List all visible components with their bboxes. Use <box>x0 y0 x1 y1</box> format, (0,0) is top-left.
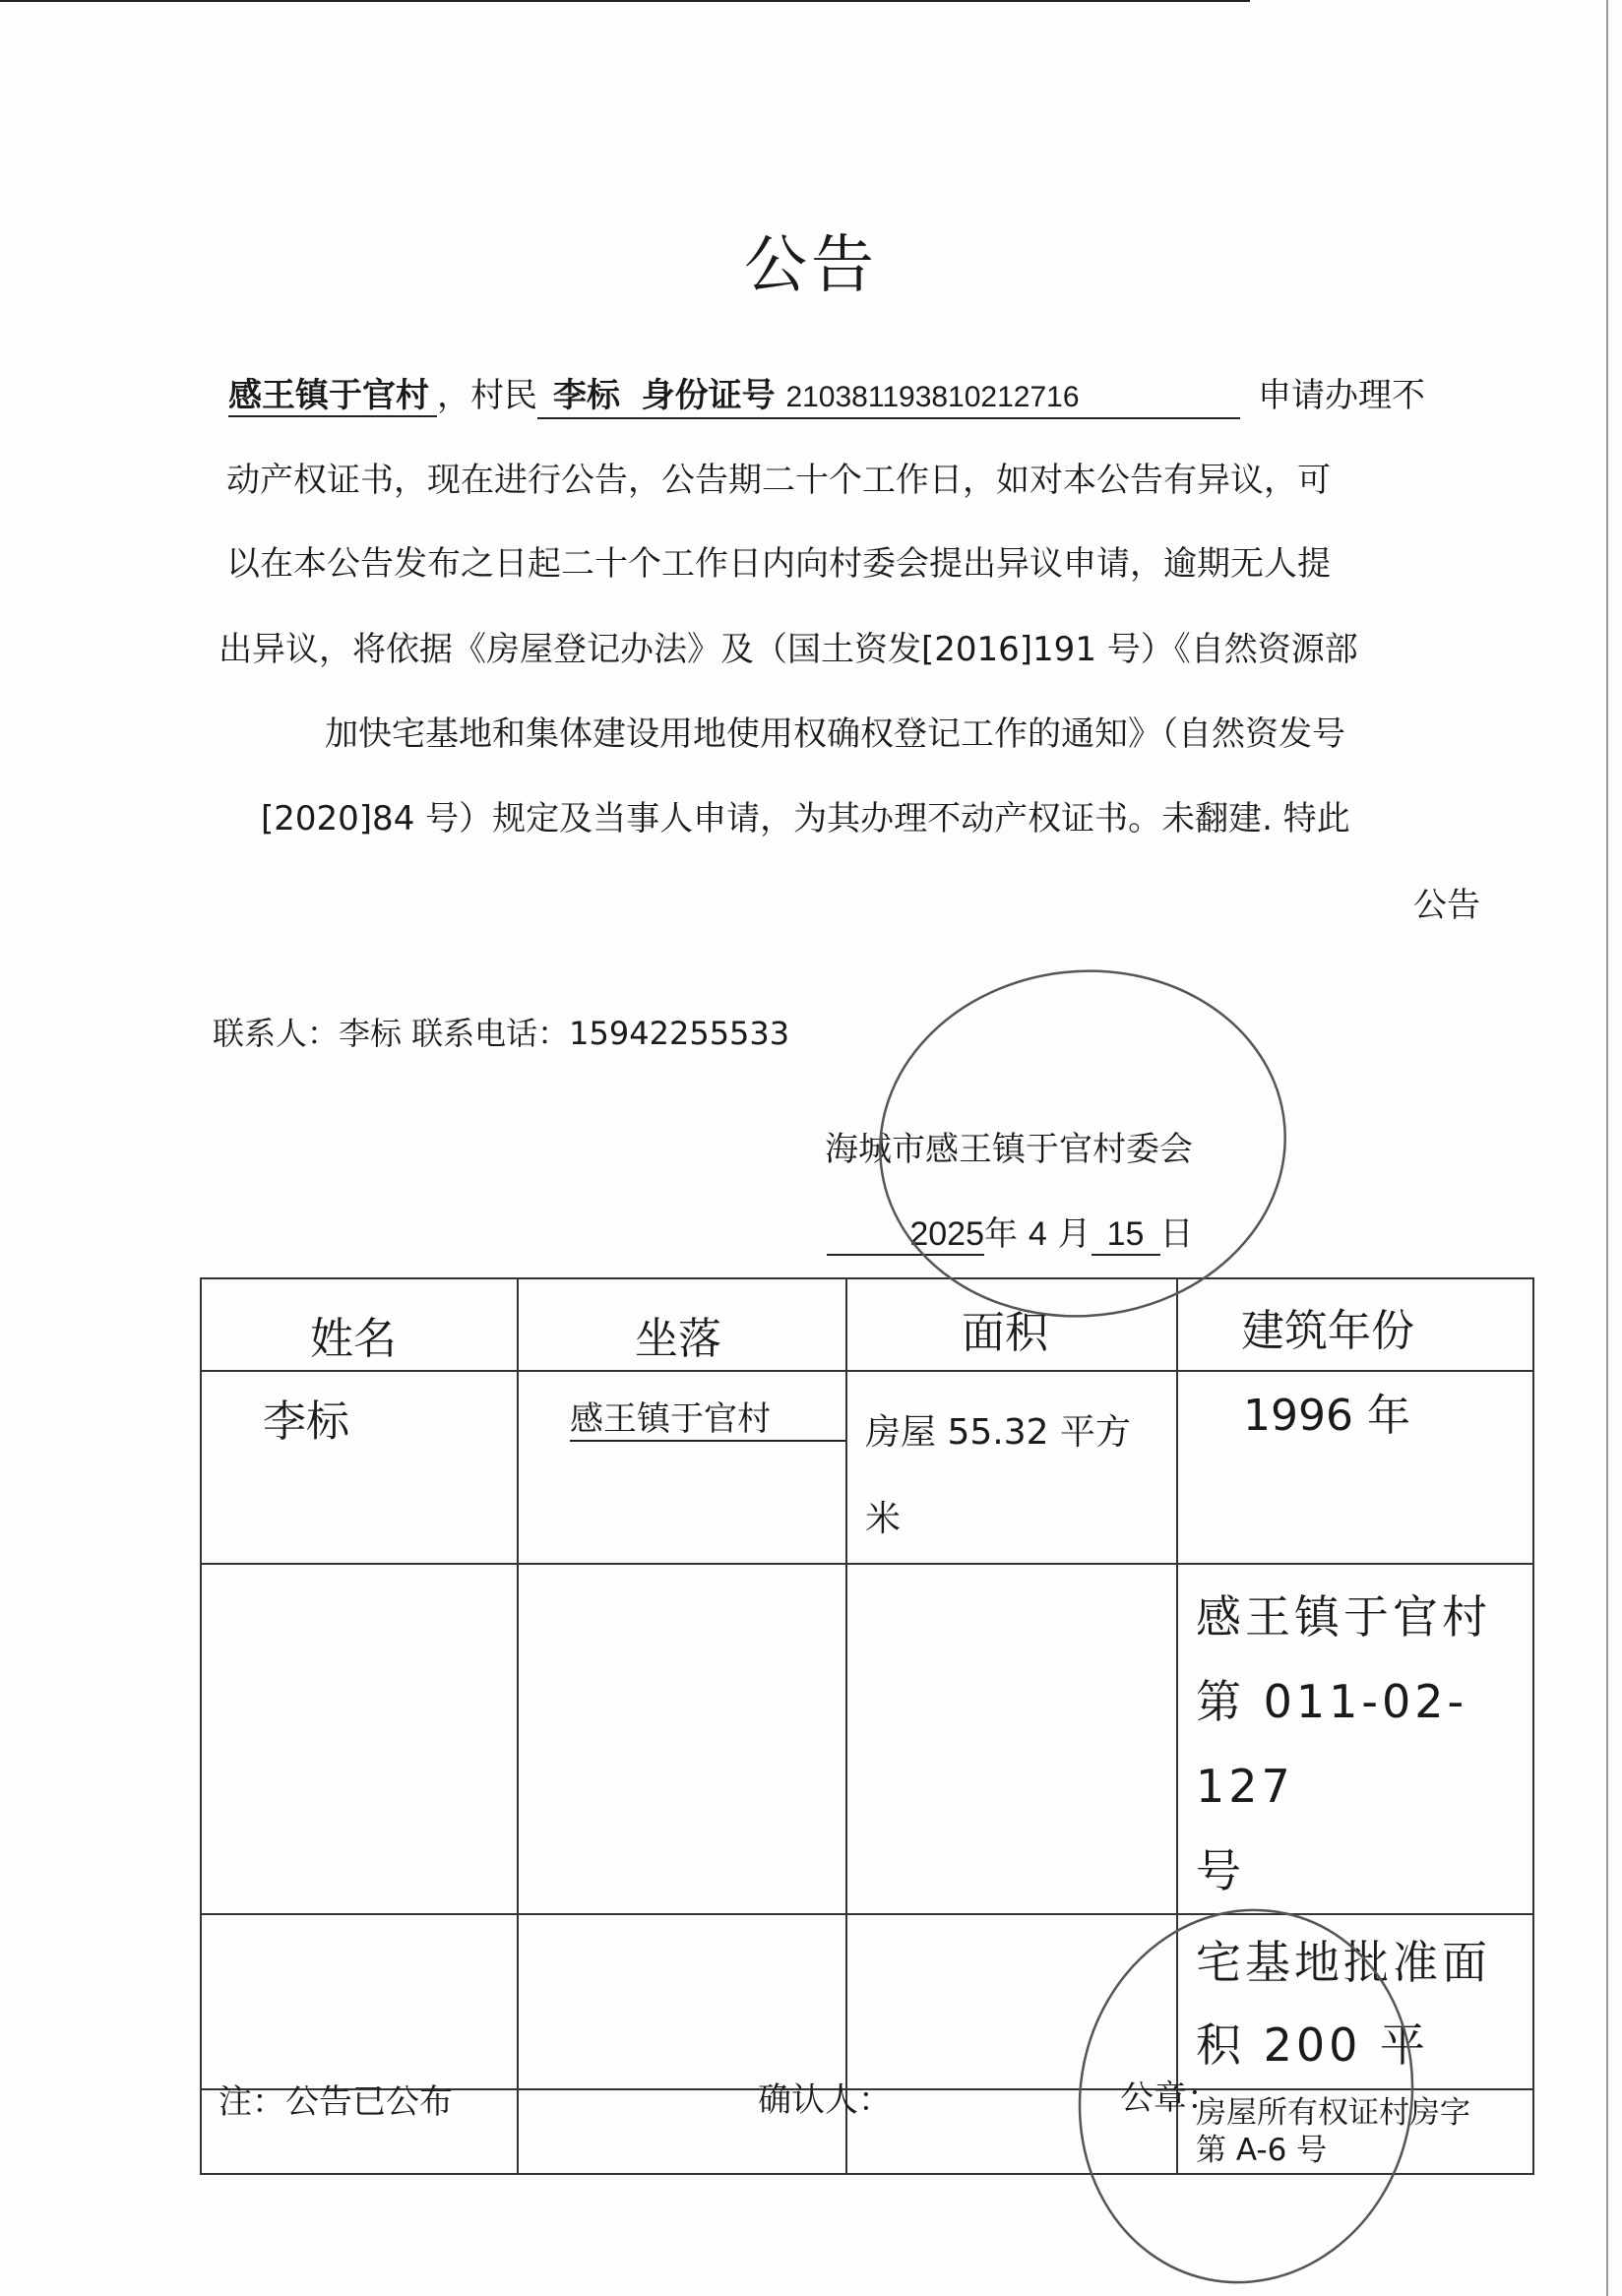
id-label: 身份证号 <box>641 376 776 415</box>
notice-title: 公告 <box>744 229 878 302</box>
contact-line: 联系人：李标 联系电话：15942255533 <box>213 1015 790 1052</box>
row3-line2: 积 200 平 <box>1196 2018 1430 2072</box>
row1-name: 李标 <box>263 1396 349 1447</box>
date-day-label: 日 <box>1159 1214 1194 1254</box>
date-year: 2025 <box>827 1214 984 1256</box>
body-line-2: 动产权证书，现在进行公告，公告期二十个工作日，如对本公告有异议，可 <box>226 461 1331 500</box>
header-name: 姓名 <box>310 1314 397 1364</box>
villager-label: ，村民 <box>437 376 537 415</box>
body-line-6: [2020]84 号）规定及当事人申请，为其办理不动产权证书。未翻建. 特此 <box>261 799 1350 838</box>
id-number: 210381193810212716 <box>785 381 1080 413</box>
row1-year: 1996 年 <box>1243 1391 1410 1441</box>
row1-location: 感王镇于官村 <box>570 1392 845 1442</box>
row4-line1: 房屋所有权证村房字 <box>1196 2095 1470 2131</box>
body-line-7: 公告 <box>1413 886 1480 925</box>
date-month: 4 <box>1028 1215 1047 1253</box>
row1-area-line2: 米 <box>865 1499 902 1539</box>
row2-line3: 号 <box>1196 1844 1245 1897</box>
date-day: 15 <box>1092 1214 1160 1256</box>
footer-seal: 公章： <box>1120 2079 1220 2118</box>
body-line-4: 出异议，将依据《房屋登记办法》及（国土资发[2016]191 号）《自然资源部 <box>218 630 1358 669</box>
village-name: 感王镇于官村 <box>228 376 437 417</box>
footer-confirm: 确认人： <box>758 2080 892 2120</box>
header-build-year: 建筑年份 <box>1241 1306 1414 1356</box>
header-location: 坐落 <box>635 1314 721 1364</box>
row2-line1: 感王镇于官村 <box>1196 1590 1491 1644</box>
row4-line2: 第 A-6 号 <box>1196 2133 1328 2168</box>
row2-line2: 第 011-02-127 <box>1196 1675 1468 1813</box>
stamp-circle-top <box>863 951 1302 1335</box>
stamp-circle-bottom <box>1045 1879 1447 2296</box>
body-line-3: 以在本公告发布之日起二十个工作日内向村委会提出异议申请，逾期无人提 <box>226 544 1331 584</box>
row3-line1: 宅基地批准面 <box>1196 1936 1491 1989</box>
body-line-5: 加快宅基地和集体建设用地使用权确权登记工作的通知》（自然资发号 <box>325 714 1345 754</box>
body-line-1-end: 申请办理不 <box>1258 376 1425 415</box>
row1-area-line1: 房屋 55.32 平方 <box>865 1412 1131 1453</box>
applicant-name: 李标 <box>553 376 620 415</box>
date-month-label: 月 <box>1057 1214 1092 1254</box>
header-area: 面积 <box>962 1308 1048 1358</box>
date-year-label: 年 <box>984 1214 1018 1254</box>
issuer-name: 海城市感王镇于官村委会 <box>825 1130 1193 1169</box>
footer-note: 注：公告已公布 <box>218 2082 453 2122</box>
